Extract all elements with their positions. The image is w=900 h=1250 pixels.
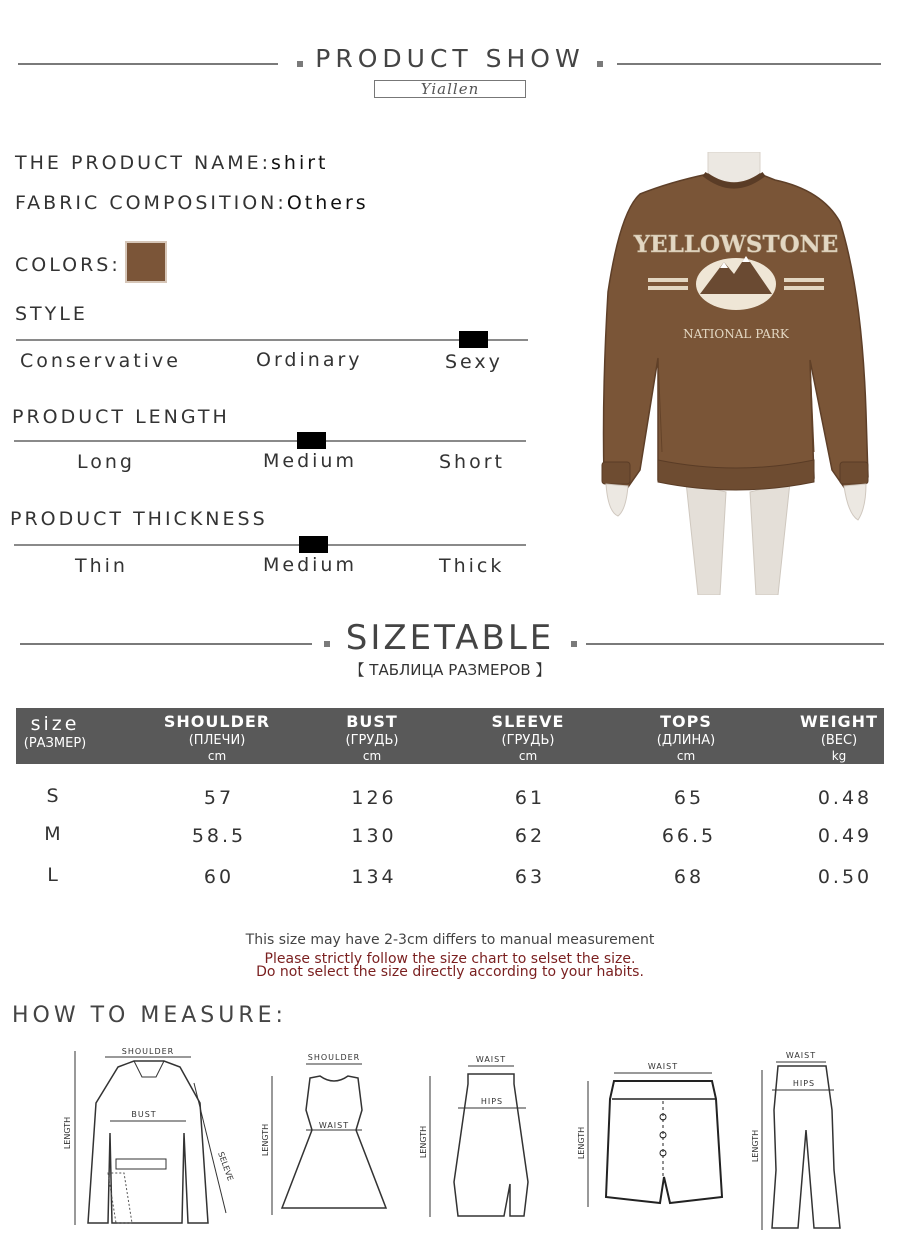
header-bullet-right <box>597 61 603 67</box>
length-scale-line <box>14 440 526 442</box>
col-bust-sub: (ГРУДЬ) <box>345 733 399 748</box>
label-hips: HIPS <box>792 1079 816 1088</box>
col-bust <box>322 711 422 763</box>
sizetable-divider-right <box>586 643 884 645</box>
cell-sleeve: 63 <box>514 866 546 888</box>
thickness-option-medium: Medium <box>263 554 357 576</box>
how-to-measure-title: HOW TO MEASURE: <box>12 1003 287 1028</box>
brand-label: Yiallen <box>374 80 526 98</box>
sizetable-subtitle: 【 ТАБЛИЦА РАЗМЕРОВ 】 <box>349 661 551 679</box>
fabric-value: Others <box>286 192 369 214</box>
graphic-yellowstone-text: YELLOWSTONE <box>633 231 839 258</box>
cell-sleeve: 62 <box>514 825 546 847</box>
col-shoulder <box>157 711 277 763</box>
length-option-short: Short <box>439 451 505 473</box>
col-bust-unit: cm <box>362 749 382 763</box>
col-tops-unit: cm <box>676 749 696 763</box>
label-shoulder: SHOULDER <box>307 1053 361 1062</box>
sketch-dress <box>258 1050 393 1220</box>
label-length: LENGTH <box>63 1116 72 1150</box>
cell-shoulder: 60 <box>203 866 235 888</box>
style-option-ordinary: Ordinary <box>256 349 363 371</box>
col-tops-sub: (ДЛИНА) <box>656 733 716 748</box>
header-divider-right <box>617 63 881 65</box>
sketch-pants <box>742 1050 852 1235</box>
style-option-sexy: Sexy <box>445 351 503 373</box>
colors-label: COLORS: <box>15 254 121 276</box>
length-option-long: Long <box>77 451 135 473</box>
label-hips: HIPS <box>480 1097 504 1106</box>
cell-size: M <box>44 823 64 845</box>
length-option-medium: Medium <box>263 450 357 472</box>
style-option-conservative: Conservative <box>20 350 181 372</box>
note-measurement: This size may have 2-3cm differs to manual measurement <box>245 932 655 948</box>
label-length: LENGTH <box>577 1126 586 1160</box>
col-size-name: size <box>30 713 80 735</box>
cell-bust: 134 <box>351 866 397 888</box>
cell-size: L <box>47 864 61 886</box>
col-shoulder-name: SHOULDER <box>163 712 271 731</box>
label-waist: WAIST <box>475 1055 507 1064</box>
label-length: LENGTH <box>419 1125 428 1159</box>
label-waist: WAIST <box>318 1121 350 1130</box>
thickness-option-thick: Thick <box>439 555 505 577</box>
cell-shoulder: 58.5 <box>191 825 247 847</box>
cell-sleeve: 61 <box>514 787 546 809</box>
col-weight-name: WEIGHT <box>800 712 878 731</box>
note-follow-chart: Please strictly follow the size chart to selset the size. <box>264 951 636 967</box>
cell-weight: 0.48 <box>817 787 873 809</box>
style-label: STYLE <box>15 303 88 325</box>
label-shoulder: SHOULDER <box>121 1047 175 1056</box>
size-table-header <box>16 708 884 764</box>
col-sleeve-name: SLEEVE <box>491 712 565 731</box>
cell-tops: 66.5 <box>661 825 717 847</box>
label-length: LENGTH <box>261 1123 270 1157</box>
product-name-label: THE PRODUCT NAME: <box>15 152 272 174</box>
length-label: PRODUCT LENGTH <box>12 406 230 428</box>
cell-weight: 0.49 <box>817 825 873 847</box>
sizetable-title: SIZETABLE <box>345 618 555 658</box>
sketch-jacket <box>58 1043 248 1228</box>
style-marker <box>459 331 488 348</box>
thickness-marker <box>299 536 328 553</box>
col-sleeve <box>478 711 578 763</box>
label-waist: WAIST <box>785 1051 817 1060</box>
sketch-shorts <box>572 1057 732 1212</box>
label-bust: BUST <box>131 1110 157 1119</box>
page-title: PRODUCT SHOW <box>315 44 585 73</box>
col-weight-unit: kg <box>831 749 847 763</box>
thickness-option-thin: Thin <box>75 555 128 577</box>
col-sleeve-unit: cm <box>518 749 538 763</box>
color-swatch-brown[interactable] <box>125 241 167 283</box>
col-size-sub: (РАЗМЕР) <box>23 736 87 751</box>
label-length: LENGTH <box>751 1129 760 1163</box>
style-scale-line <box>16 339 528 341</box>
col-shoulder-unit: cm <box>207 749 227 763</box>
thickness-scale-line <box>14 544 526 546</box>
col-weight-sub: (ВЕС) <box>820 733 858 748</box>
cell-bust: 126 <box>351 787 397 809</box>
graphic-national-park-text: NATIONAL PARK <box>683 327 789 341</box>
col-weight <box>788 711 890 763</box>
col-shoulder-sub: (ПЛЕЧИ) <box>188 733 246 748</box>
sketch-skirt <box>412 1052 537 1222</box>
length-marker <box>297 432 326 449</box>
col-sleeve-sub: (ГРУДЬ) <box>501 733 555 748</box>
col-tops <box>636 711 736 763</box>
product-name-row <box>15 152 329 174</box>
fabric-row <box>15 192 369 214</box>
cell-tops: 68 <box>673 866 705 888</box>
cell-tops: 65 <box>673 787 705 809</box>
sizetable-bullet-right <box>571 641 577 647</box>
col-bust-name: BUST <box>346 712 398 731</box>
col-tops-name: TOPS <box>660 712 712 731</box>
note-no-habits: Do not select the size directly according to your habits. <box>256 964 644 980</box>
cell-shoulder: 57 <box>203 787 235 809</box>
label-sleeve: SELEVE <box>216 1150 235 1183</box>
cell-bust: 130 <box>351 825 397 847</box>
product-photo <box>600 152 872 595</box>
cell-weight: 0.50 <box>817 866 873 888</box>
thickness-label: PRODUCT THICKNESS <box>10 508 268 530</box>
cell-size: S <box>46 785 62 807</box>
label-waist: WAIST <box>647 1062 679 1071</box>
fabric-label: FABRIC COMPOSITION: <box>15 192 287 214</box>
col-size <box>16 712 94 752</box>
product-name-value: shirt <box>271 152 329 174</box>
